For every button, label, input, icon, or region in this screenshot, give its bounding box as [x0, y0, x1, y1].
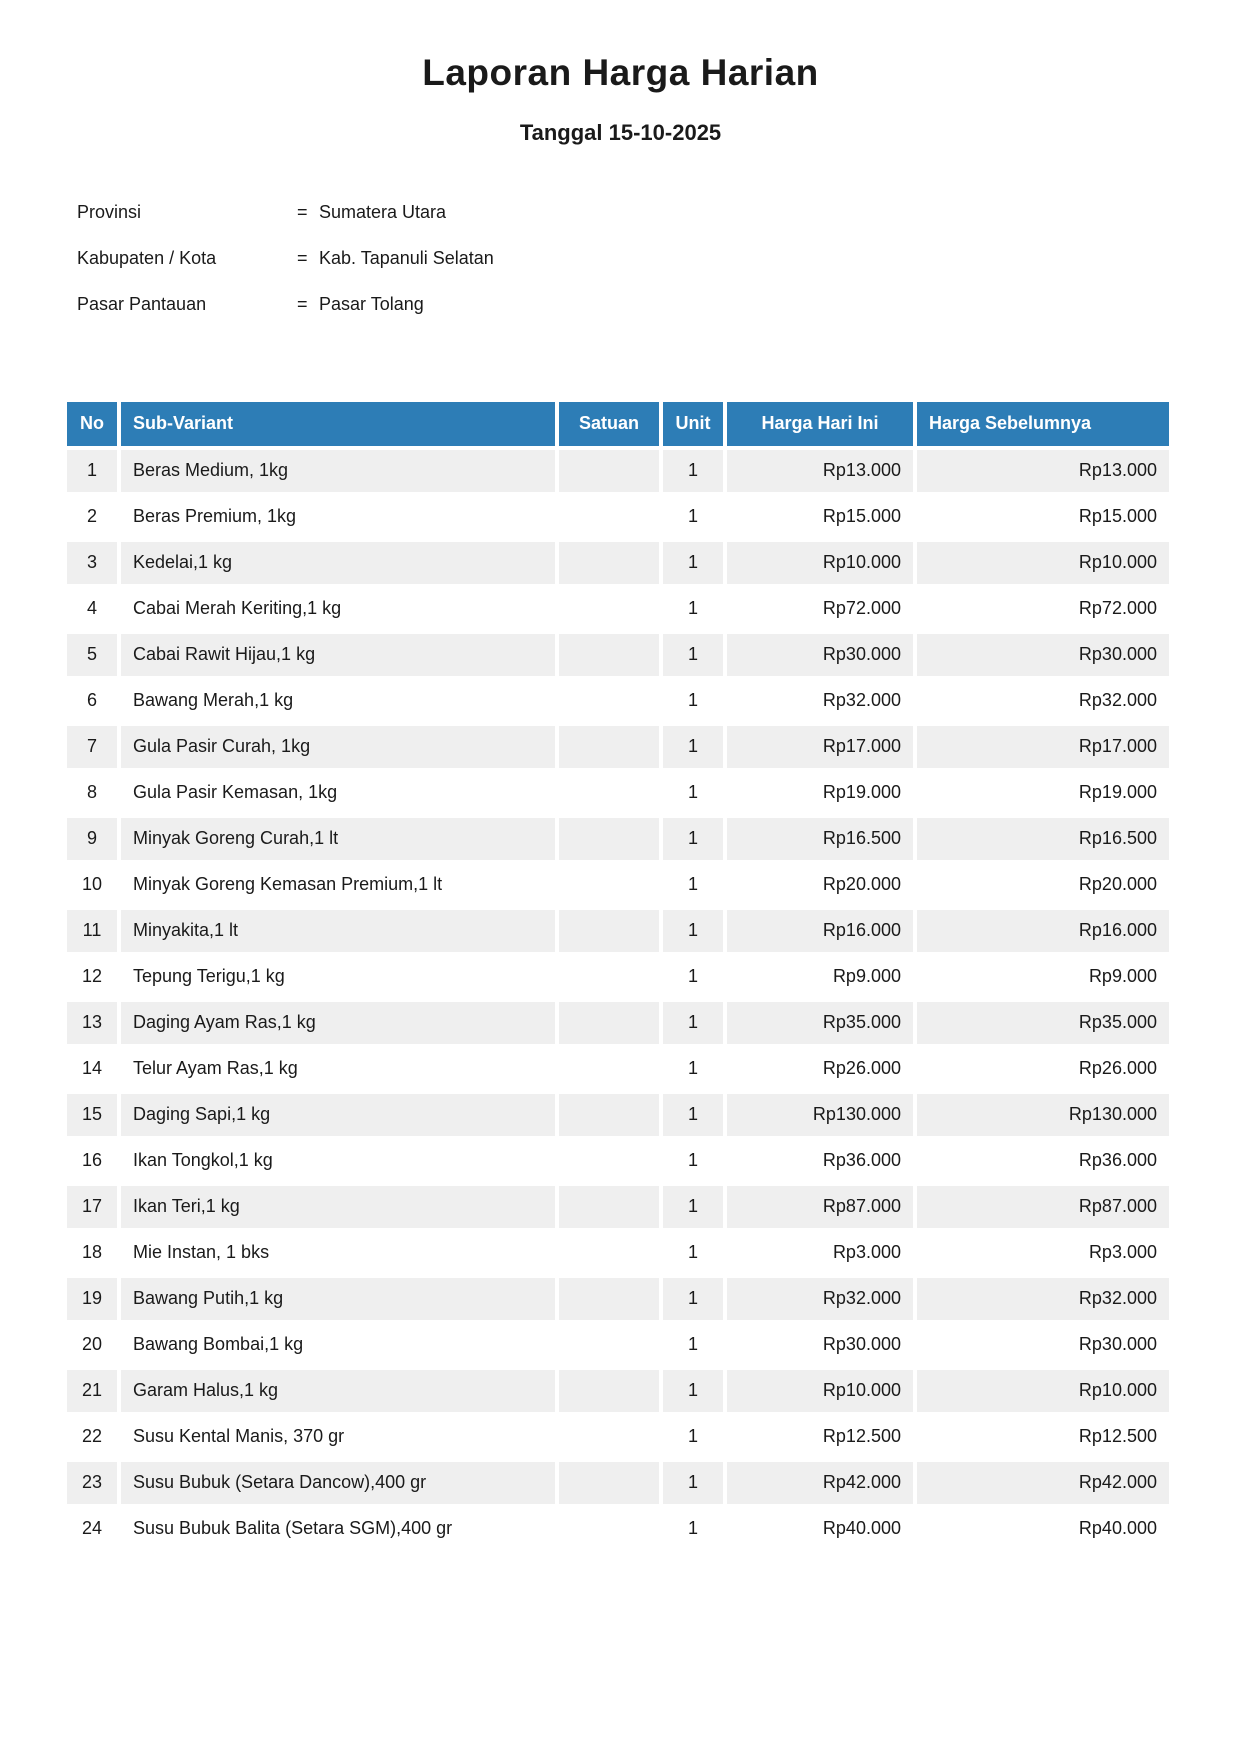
sub-variant-cell: Beras Premium, 1kg [121, 496, 555, 538]
kabupaten-value: Kab. Tapanuli Selatan [319, 248, 494, 269]
sub-variant-cell: Tepung Terigu,1 kg [121, 956, 555, 998]
satuan-cell [559, 496, 659, 538]
sub-variant-cell: Daging Sapi,1 kg [121, 1094, 555, 1136]
row-number-cell: 7 [67, 726, 117, 768]
price-today-cell: Rp10.000 [727, 542, 913, 584]
sub-variant-cell: Garam Halus,1 kg [121, 1370, 555, 1412]
row-number-cell: 24 [67, 1508, 117, 1550]
column-header-harga-sebelumnya: Harga Sebelumnya [917, 402, 1169, 446]
satuan-cell [559, 1094, 659, 1136]
row-number-cell: 13 [67, 1002, 117, 1044]
satuan-cell [559, 910, 659, 952]
sub-variant-cell: Susu Bubuk Balita (Setara SGM),400 gr [121, 1508, 555, 1550]
sub-variant-cell: Cabai Rawit Hijau,1 kg [121, 634, 555, 676]
table-row [67, 1232, 1169, 1274]
price-previous-cell: Rp19.000 [917, 772, 1169, 814]
satuan-cell [559, 1048, 659, 1090]
table-row [67, 1508, 1169, 1550]
price-table [63, 398, 1173, 1554]
sub-variant-cell: Gula Pasir Kemasan, 1kg [121, 772, 555, 814]
price-today-cell: Rp19.000 [727, 772, 913, 814]
satuan-cell [559, 1462, 659, 1504]
price-previous-cell: Rp72.000 [917, 588, 1169, 630]
unit-cell: 1 [663, 1462, 723, 1504]
unit-cell: 1 [663, 450, 723, 492]
row-number-cell: 4 [67, 588, 117, 630]
provinsi-separator: = [297, 202, 308, 223]
satuan-cell [559, 1508, 659, 1550]
table-row [67, 1462, 1169, 1504]
satuan-cell [559, 1186, 659, 1228]
satuan-cell [559, 588, 659, 630]
price-today-cell: Rp3.000 [727, 1232, 913, 1274]
unit-cell: 1 [663, 1048, 723, 1090]
row-number-cell: 17 [67, 1186, 117, 1228]
price-previous-cell: Rp87.000 [917, 1186, 1169, 1228]
price-previous-cell: Rp9.000 [917, 956, 1169, 998]
price-today-cell: Rp12.500 [727, 1416, 913, 1458]
header-row [67, 402, 1169, 446]
table-row [67, 1186, 1169, 1228]
unit-cell: 1 [663, 1002, 723, 1044]
row-number-cell: 23 [67, 1462, 117, 1504]
report-date: Tanggal 15-10-2025 [519, 119, 722, 145]
unit-cell: 1 [663, 1324, 723, 1366]
sub-variant-cell: Minyakita,1 lt [121, 910, 555, 952]
unit-cell: 1 [663, 1232, 723, 1274]
price-previous-cell: Rp42.000 [917, 1462, 1169, 1504]
satuan-cell [559, 956, 659, 998]
unit-cell: 1 [663, 818, 723, 860]
row-number-cell: 3 [67, 542, 117, 584]
row-number-cell: 5 [67, 634, 117, 676]
table-row [67, 864, 1169, 906]
price-previous-cell: Rp15.000 [917, 496, 1169, 538]
page-title: Laporan Harga Harian [422, 52, 819, 93]
price-previous-cell: Rp13.000 [917, 450, 1169, 492]
satuan-cell [559, 680, 659, 722]
satuan-cell [559, 1416, 659, 1458]
price-previous-cell: Rp40.000 [917, 1508, 1169, 1550]
sub-variant-cell: Kedelai,1 kg [121, 542, 555, 584]
table-row [67, 1324, 1169, 1366]
price-today-cell: Rp26.000 [727, 1048, 913, 1090]
unit-cell: 1 [663, 1094, 723, 1136]
satuan-cell [559, 772, 659, 814]
price-today-cell: Rp87.000 [727, 1186, 913, 1228]
column-header-no: No [67, 402, 117, 446]
price-table-header [67, 402, 1169, 446]
satuan-cell [559, 818, 659, 860]
info-row-pasar [0, 282, 1241, 328]
unit-cell: 1 [663, 1370, 723, 1412]
pasar-separator: = [297, 294, 308, 315]
row-number-cell: 8 [67, 772, 117, 814]
price-today-cell: Rp30.000 [727, 1324, 913, 1366]
price-today-cell: Rp20.000 [727, 864, 913, 906]
sub-variant-cell: Minyak Goreng Kemasan Premium,1 lt [121, 864, 555, 906]
row-number-cell: 2 [67, 496, 117, 538]
price-previous-cell: Rp36.000 [917, 1140, 1169, 1182]
satuan-cell [559, 726, 659, 768]
sub-variant-cell: Ikan Tongkol,1 kg [121, 1140, 555, 1182]
unit-cell: 1 [663, 956, 723, 998]
price-previous-cell: Rp16.000 [917, 910, 1169, 952]
price-previous-cell: Rp32.000 [917, 1278, 1169, 1320]
satuan-cell [559, 1140, 659, 1182]
sub-variant-cell: Bawang Putih,1 kg [121, 1278, 555, 1320]
row-number-cell: 10 [67, 864, 117, 906]
price-previous-cell: Rp26.000 [917, 1048, 1169, 1090]
satuan-cell [559, 634, 659, 676]
column-header-harga-hari-ini: Harga Hari Ini [727, 402, 913, 446]
info-row-kabupaten [0, 236, 1241, 282]
row-number-cell: 1 [67, 450, 117, 492]
price-table-body [67, 450, 1169, 1550]
table-row [67, 634, 1169, 676]
unit-cell: 1 [663, 910, 723, 952]
price-today-cell: Rp130.000 [727, 1094, 913, 1136]
report-info [0, 190, 1241, 328]
row-number-cell: 20 [67, 1324, 117, 1366]
unit-cell: 1 [663, 496, 723, 538]
provinsi-label: Provinsi [77, 202, 142, 223]
table-row [67, 772, 1169, 814]
price-previous-cell: Rp10.000 [917, 1370, 1169, 1412]
kabupaten-separator: = [297, 248, 308, 269]
table-row [67, 818, 1169, 860]
row-number-cell: 19 [67, 1278, 117, 1320]
row-number-cell: 9 [67, 818, 117, 860]
unit-cell: 1 [663, 772, 723, 814]
price-previous-cell: Rp20.000 [917, 864, 1169, 906]
price-today-cell: Rp36.000 [727, 1140, 913, 1182]
row-number-cell: 11 [67, 910, 117, 952]
pasar-label: Pasar Pantauan [77, 294, 207, 315]
table-row [67, 450, 1169, 492]
price-previous-cell: Rp35.000 [917, 1002, 1169, 1044]
table-row [67, 680, 1169, 722]
satuan-cell [559, 1278, 659, 1320]
unit-cell: 1 [663, 542, 723, 584]
price-today-cell: Rp15.000 [727, 496, 913, 538]
sub-variant-cell: Telur Ayam Ras,1 kg [121, 1048, 555, 1090]
row-number-cell: 21 [67, 1370, 117, 1412]
row-number-cell: 22 [67, 1416, 117, 1458]
row-number-cell: 16 [67, 1140, 117, 1182]
price-today-cell: Rp35.000 [727, 1002, 913, 1044]
provinsi-value: Sumatera Utara [319, 202, 447, 223]
sub-variant-cell: Susu Bubuk (Setara Dancow),400 gr [121, 1462, 555, 1504]
table-row [67, 1002, 1169, 1044]
satuan-cell [559, 864, 659, 906]
row-number-cell: 12 [67, 956, 117, 998]
table-row [67, 726, 1169, 768]
price-previous-cell: Rp30.000 [917, 1324, 1169, 1366]
sub-variant-cell: Minyak Goreng Curah,1 lt [121, 818, 555, 860]
sub-variant-cell: Daging Ayam Ras,1 kg [121, 1002, 555, 1044]
row-number-cell: 14 [67, 1048, 117, 1090]
sub-variant-cell: Susu Kental Manis, 370 gr [121, 1416, 555, 1458]
table-row [67, 956, 1169, 998]
table-row [67, 1416, 1169, 1458]
unit-cell: 1 [663, 1278, 723, 1320]
table-row [67, 1140, 1169, 1182]
table-row [67, 910, 1169, 952]
price-today-cell: Rp42.000 [727, 1462, 913, 1504]
unit-cell: 1 [663, 1140, 723, 1182]
satuan-cell [559, 1002, 659, 1044]
sub-variant-cell: Gula Pasir Curah, 1kg [121, 726, 555, 768]
row-number-cell: 15 [67, 1094, 117, 1136]
price-previous-cell: Rp32.000 [917, 680, 1169, 722]
unit-cell: 1 [663, 726, 723, 768]
price-today-cell: Rp9.000 [727, 956, 913, 998]
unit-cell: 1 [663, 1508, 723, 1550]
sub-variant-cell: Bawang Bombai,1 kg [121, 1324, 555, 1366]
price-today-cell: Rp30.000 [727, 634, 913, 676]
table-row [67, 588, 1169, 630]
sub-variant-cell: Beras Medium, 1kg [121, 450, 555, 492]
price-today-cell: Rp72.000 [727, 588, 913, 630]
unit-cell: 1 [663, 864, 723, 906]
unit-cell: 1 [663, 634, 723, 676]
pasar-value: Pasar Tolang [319, 294, 424, 315]
row-number-cell: 6 [67, 680, 117, 722]
price-today-cell: Rp32.000 [727, 680, 913, 722]
table-row [67, 1048, 1169, 1090]
column-header-satuan: Satuan [559, 402, 659, 446]
row-number-cell: 18 [67, 1232, 117, 1274]
price-previous-cell: Rp10.000 [917, 542, 1169, 584]
price-today-cell: Rp10.000 [727, 1370, 913, 1412]
unit-cell: 1 [663, 1186, 723, 1228]
sub-variant-cell: Mie Instan, 1 bks [121, 1232, 555, 1274]
price-previous-cell: Rp30.000 [917, 634, 1169, 676]
info-row-provinsi [0, 190, 1241, 236]
sub-variant-cell: Cabai Merah Keriting,1 kg [121, 588, 555, 630]
satuan-cell [559, 1232, 659, 1274]
price-today-cell: Rp40.000 [727, 1508, 913, 1550]
satuan-cell [559, 450, 659, 492]
table-row [67, 1370, 1169, 1412]
price-today-cell: Rp17.000 [727, 726, 913, 768]
unit-cell: 1 [663, 680, 723, 722]
satuan-cell [559, 542, 659, 584]
sub-variant-cell: Ikan Teri,1 kg [121, 1186, 555, 1228]
table-row [67, 542, 1169, 584]
kabupaten-label: Kabupaten / Kota [77, 248, 217, 269]
price-today-cell: Rp16.500 [727, 818, 913, 860]
price-previous-cell: Rp16.500 [917, 818, 1169, 860]
column-header-sub-variant: Sub-Variant [121, 402, 555, 446]
unit-cell: 1 [663, 1416, 723, 1458]
satuan-cell [559, 1370, 659, 1412]
price-today-cell: Rp32.000 [727, 1278, 913, 1320]
column-header-unit: Unit [663, 402, 723, 446]
price-previous-cell: Rp3.000 [917, 1232, 1169, 1274]
satuan-cell [559, 1324, 659, 1366]
unit-cell: 1 [663, 588, 723, 630]
price-today-cell: Rp16.000 [727, 910, 913, 952]
price-today-cell: Rp13.000 [727, 450, 913, 492]
price-previous-cell: Rp17.000 [917, 726, 1169, 768]
price-previous-cell: Rp12.500 [917, 1416, 1169, 1458]
price-previous-cell: Rp130.000 [917, 1094, 1169, 1136]
sub-variant-cell: Bawang Merah,1 kg [121, 680, 555, 722]
table-row [67, 496, 1169, 538]
table-row [67, 1278, 1169, 1320]
table-row [67, 1094, 1169, 1136]
